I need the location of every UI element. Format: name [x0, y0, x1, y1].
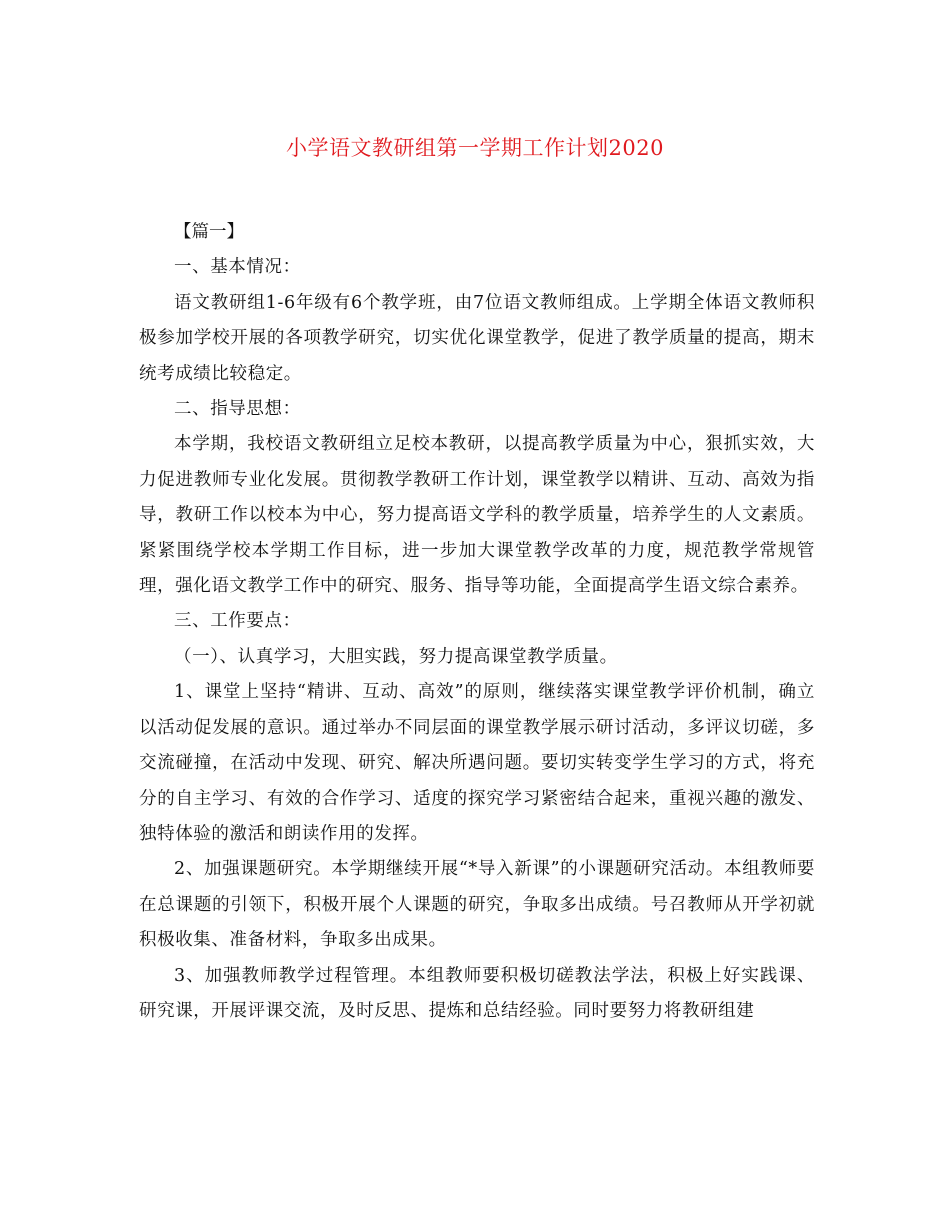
paragraph-item-2: 2、加强课题研究。本学期继续开展“*导入新课”的小课题研究活动。本组教师要在总课题的引领下，积极开展个人课题的研究，争取多出成绩。号召教师从开学初就积极收集、准备材料，争取多出成果。 — [139, 859, 815, 951]
heading-work-points: 三、工作要点： — [174, 611, 301, 632]
paragraph-item-1: 1、课堂上坚持“精讲、互动、高效”的原则，继续落实课堂教学评价机制，确立以活动促发展的意识。通过举办不同层面的课堂教学展示研讨活动，多评议切磋，多交流碰撞，在活动中发现、研究、解决所遇问题。要切实转变学生学习的方式，将充分的自主学习、有效的合作学习、适度的探究学习紧密结合起来，重视兴趣的激发、独特体验的激活和朗读作用的发挥。 — [139, 682, 815, 844]
document-title: 小学语文教研组第一学期工作计划2020 — [286, 136, 664, 160]
paragraph-basic-situation: 语文教研组1-6年级有6个教学班，由7位语文教师组成。上学期全体语文教师积极参加学校开展的各项教学研究，切实优化课堂教学，促进了教学质量的提高，期末统考成绩比较稳定。 — [139, 292, 815, 384]
section-label: 【篇一】 — [174, 222, 244, 242]
heading-basic-situation: 一、基本情况： — [174, 257, 301, 278]
heading-guiding-ideology: 二、指导思想： — [174, 399, 301, 420]
subheading-classroom-quality: （一）、认真学习，大胆实践，努力提高课堂教学质量。 — [174, 646, 618, 667]
document-body — [139, 215, 815, 1029]
paragraph-guiding-ideology: 本学期，我校语文教研组立足校本教研，以提高教学质量为中心，狠抓实效，大力促进教师专业化发展。贯彻教学教研工作计划，课堂教学以精讲、互动、高效为指导，教研工作以校本为中心，努力提高语文学科的教学质量，培养学生的人文素质。紧紧围绕学校本学期工作目标，进一步加大课堂教学改革的力度，规范教学常规管理，强化语文教学工作中的研究、服务、指导等功能，全面提高学生语文综合素养。 — [139, 434, 815, 597]
paragraph-item-3: 3、加强教师教学过程管理。本组教师要积极切磋教法学法，积极上好实践课、研究课，开展评课交流，及时反思、提炼和总结经验。同时要努力将教研组建 — [139, 965, 815, 1021]
